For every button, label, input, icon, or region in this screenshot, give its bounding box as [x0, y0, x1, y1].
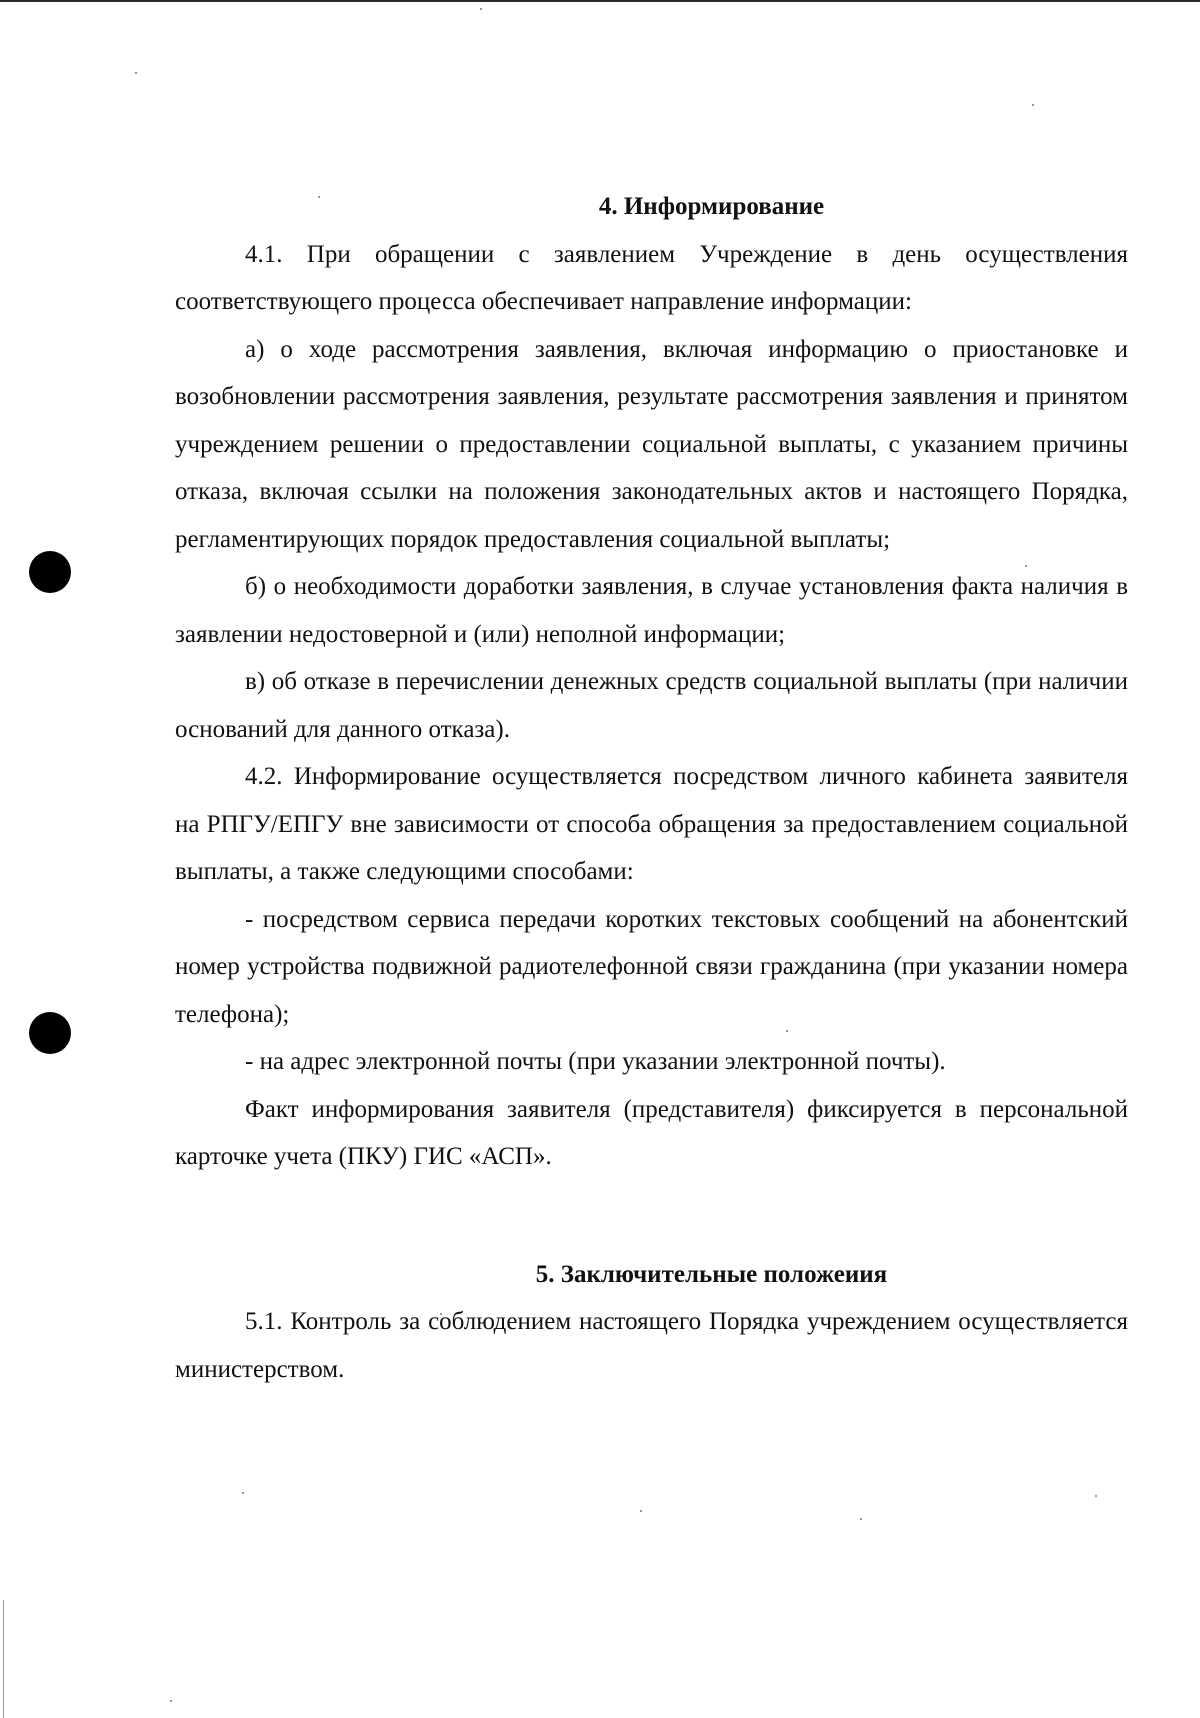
section-4-heading: 4. Информирование	[598, 193, 825, 220]
scan-speck	[170, 1700, 172, 1702]
scan-speck	[1095, 1495, 1097, 1497]
dash-item-sms: - посредством сервиса передачи коротких текстовых сообщений на абонентский номер устройства подвижной радиотелефонной связи гражданина (при указании номера телефона);	[175, 905, 1128, 1028]
scan-speck	[1032, 104, 1034, 106]
scan-speck	[242, 1492, 244, 1494]
list-item-b: б) о необходимости доработки заявления, в случае установления факта наличия в заявлении недостоверной и (или) неполной информации;	[175, 573, 1128, 648]
scan-speck	[135, 72, 137, 74]
scan-speck	[860, 1518, 862, 1520]
dash-item-email: - на адрес электронной почты (при указании электронной почты).	[245, 1048, 946, 1075]
scan-speck	[640, 1510, 642, 1512]
section-gap	[175, 1181, 1128, 1251]
paragraph-fact: Факт информирования заявителя (представителя) фиксируется в персональной карточке учета (ПКУ) ГИС «АСП».	[175, 1095, 1128, 1170]
scan-top-edge	[0, 0, 1200, 2]
punch-hole	[29, 551, 71, 593]
paragraph-4-2: 4.2. Информирование осуществляется посредством личного кабинета заявителя на РПГУ/ЕПГУ вне зависимости от способа обращения за предоставлением социальной выплаты, а также следующими способами:	[175, 763, 1128, 885]
section-5-heading: 5. Заключительные положеиия	[535, 1260, 888, 1288]
paragraph-5-1: 5.1. Контроль за соблюдением настоящего Порядка учреждением осуществляется министерством.	[175, 1308, 1128, 1383]
scan-speck	[480, 8, 482, 10]
scan-left-edge	[3, 1600, 4, 1718]
list-item-a: а) о ходе рассмотрения заявления, включая информацию о приостановке и возобновлении рассмотрения заявления, результате рассмотрения заявления и принятом учреждением решении о предоставлении социальной выплаты, с указанием причины отказа, включая ссылки на положения законодательных актов и настоящего Порядка, регламентирующих порядок предоставления социальной выплаты;	[175, 335, 1128, 553]
document-body	[175, 183, 1128, 1393]
list-item-v: в) об отказе в перечислении денежных средств социальной выплаты (при наличии оснований для данного отказа).	[175, 668, 1128, 743]
punch-hole	[29, 1012, 71, 1054]
paragraph-4-1: 4.1. При обращении с заявлением Учреждение в день осуществления соответствующего процесса обеспечивает направление информации:	[175, 240, 1128, 315]
